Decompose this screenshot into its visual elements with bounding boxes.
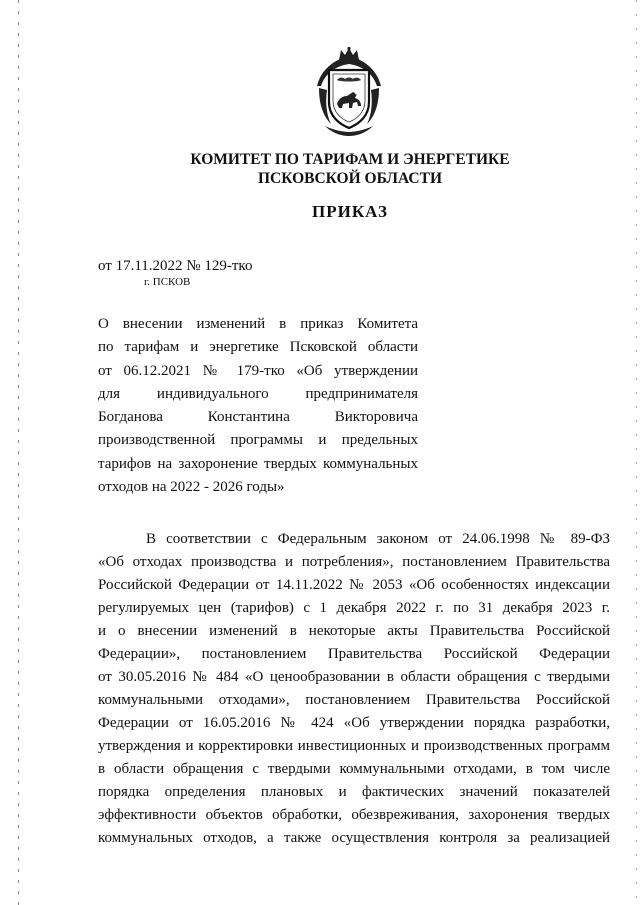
body-paragraph: [98, 528, 610, 850]
city-label: г. ПСКОВ: [144, 276, 191, 288]
subject-line: производственной программы и предельных: [98, 432, 418, 449]
body-line: коммунальными отходами», постановлением Правительства Российской: [98, 692, 610, 708]
subject-line: тарифов на захоронение твердых коммунальных: [98, 455, 418, 472]
body-line: эффективности объектов обработки, обезвреживания, захоронения твердых: [98, 807, 610, 823]
subject-line: отходов на 2022 - 2026 годы»: [98, 479, 285, 496]
body-line: Российской Федерации от 14.11.2022 № 2053 «Об особенностях индексации: [98, 577, 610, 593]
body-line: в области обращения с твердыми коммунальными отходами, в том числе: [98, 761, 610, 777]
body-line: В соответствии с Федеральным законом от 24.06.1998 № 89-ФЗ: [146, 531, 610, 547]
body-line: и о внесении изменений в некоторые акты Правительства Российской: [98, 623, 610, 639]
organization-name: [160, 150, 540, 188]
scan-edge-right: [636, 0, 637, 905]
body-line: «Об отходах производства и потребления», постановлением Правительства: [98, 554, 610, 570]
org-name-line-1: КОМИТЕТ ПО ТАРИФАМ И ЭНЕРГЕТИКЕ: [190, 151, 510, 168]
body-line: Федерации от 16.05.2016 № 424 «Об утверждении порядка разработки,: [98, 715, 610, 731]
body-line: утверждения и корректировки инвестиционных и производственных программ: [98, 738, 610, 754]
subject-line: О внесении изменений в приказ Комитета: [98, 316, 418, 332]
document-type: ПРИКАЗ: [312, 202, 388, 221]
body-line: от 30.05.2016 № 484 «О ценообразовании в области обращения с твердыми: [98, 669, 610, 685]
subject-block: [98, 313, 418, 499]
date-and-number: от 17.11.2022 № 129-тко: [98, 258, 253, 274]
scan-edge-left: [18, 0, 19, 905]
subject-line: Богданова Константина Викторовича: [98, 409, 418, 426]
body-line: коммунальных отходов, а также осуществления контроля за реализацией: [98, 830, 610, 846]
pskov-coat-of-arms-icon: [313, 46, 385, 138]
subject-line: по тарифам и энергетике Псковской области: [98, 339, 418, 356]
subject-line: для индивидуального предпринимателя: [98, 385, 418, 402]
body-line: Федерации», постановлением Правительства Российской Федерации: [98, 646, 610, 662]
org-name-line-2: ПСКОВСКОЙ ОБЛАСТИ: [257, 170, 442, 187]
subject-line: от 06.12.2021 № 179-тко «Об утверждении: [98, 362, 418, 379]
body-line: регулируемых цен (тарифов) с 1 декабря 2022 г. по 31 декабря 2023 г.: [98, 600, 610, 616]
body-line: порядка определения плановых и фактических значений показателей: [98, 784, 610, 800]
